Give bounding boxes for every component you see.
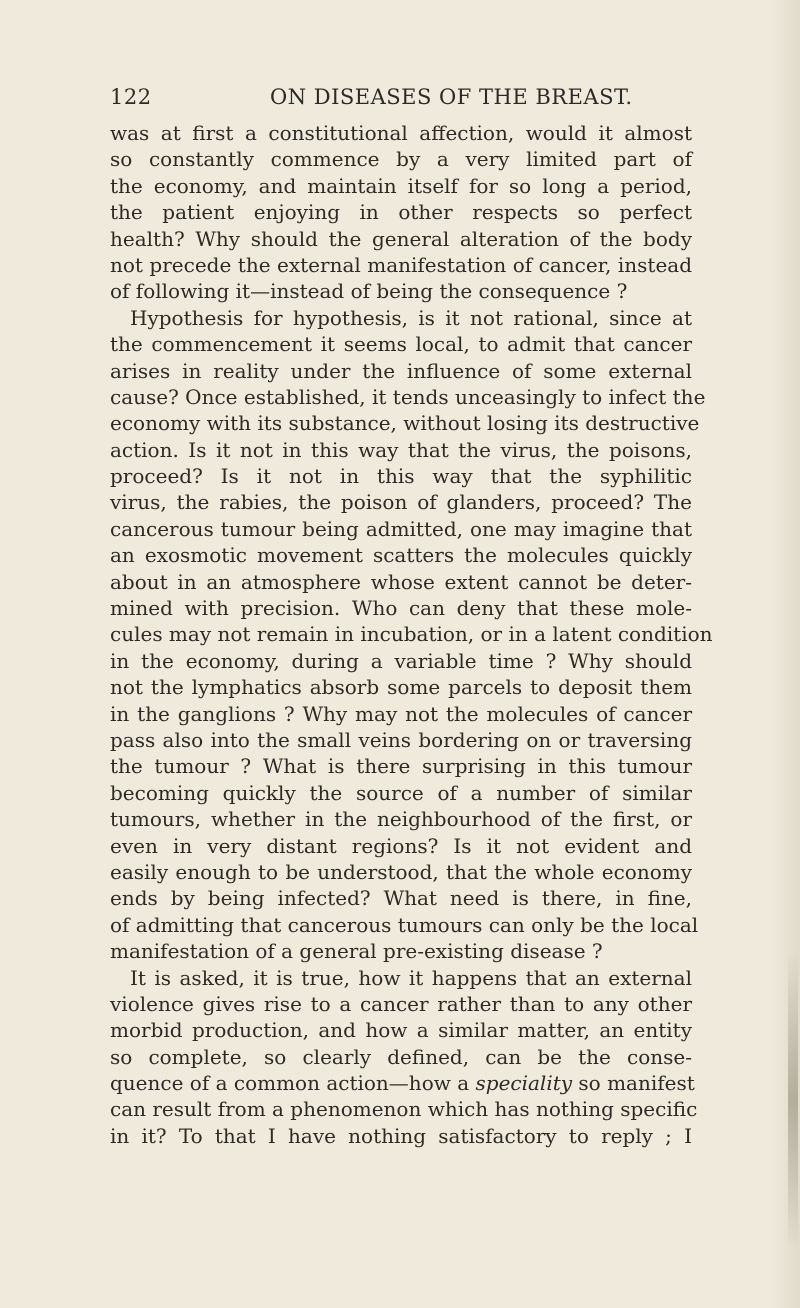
text-line: becoming quickly the source of a number of similar (110, 780, 692, 805)
text-line: morbid production, and how a similar matter, an entity (110, 1018, 692, 1043)
text-line: proceed? Is it not in this way that the syphilitic (110, 464, 692, 489)
text-line: tumours, whether in the neighbourhood of the first, or (110, 807, 692, 832)
paragraph-start-line: Hypothesis for hypothesis, is it not rational, since at (130, 305, 692, 330)
page-edge-stain (788, 950, 798, 1250)
page-header (110, 85, 690, 115)
running-head: ON DISEASES OF THE BREAST. (270, 85, 633, 109)
text-line: an exosmotic movement scatters the molecules quickly (110, 543, 692, 568)
text-line: so complete, so clearly defined, can be the conse- (110, 1044, 692, 1069)
text-line: the economy, and maintain itself for so long a period, (110, 173, 692, 198)
text-line: the commencement it seems local, to admit that cancer (110, 332, 692, 357)
text-line: of following it—instead of being the consequence ? (110, 279, 628, 304)
text-line: so constantly commence by a very limited part of (110, 147, 692, 172)
text-line: virus, the rabies, the poison of glanders, proceed? The (110, 490, 692, 515)
page-number: 122 (110, 85, 152, 109)
text-line: violence gives rise to a cancer rather than to any other (110, 991, 692, 1016)
text-line: in the economy, during a variable time ? Why should (110, 648, 692, 673)
text-line: arises in reality under the influence of some external (110, 358, 692, 383)
text-segment: quence of a common action—how a (110, 1071, 476, 1096)
text-line: in it? To that I have nothing satisfactory to reply ; I (110, 1123, 692, 1148)
paragraph-start-line: It is asked, it is true, how it happens that an external (130, 965, 692, 990)
text-line: even in very distant regions? Is it not evident and (110, 833, 692, 858)
text-line: the patient enjoying in other respects so perfect (110, 200, 692, 225)
text-line: ends by being infected? What need is there, in fine, (110, 886, 692, 911)
text-line: health? Why should the general alteration of the body (110, 226, 692, 251)
text-line: of admitting that cancerous tumours can only be the local (110, 912, 699, 937)
text-line-with-italic (110, 1070, 695, 1096)
text-line: about in an atmosphere whose extent cannot be deter- (110, 569, 692, 594)
text-line: cause? Once established, it tends unceasingly to infect the (110, 384, 706, 409)
text-line: mined with precision. Who can deny that these mole- (110, 596, 692, 621)
text-line: manifestation of a general pre-existing disease ? (110, 939, 603, 964)
text-line: in the ganglions ? Why may not the molecules of cancer (110, 701, 692, 726)
text-line: not the lymphatics absorb some parcels to deposit them (110, 675, 692, 700)
text-line: cancerous tumour being admitted, one may imagine that (110, 516, 692, 541)
text-line: economy with its substance, without losing its destructive (110, 411, 700, 436)
text-line: cules may not remain in incubation, or in a latent condition (110, 622, 713, 647)
text-line: pass also into the small veins bordering on or traversing (110, 727, 692, 752)
text-line: action. Is it not in this way that the virus, the poisons, (110, 437, 692, 462)
text-line: easily enough to be understood, that the whole economy (110, 859, 692, 884)
italic-word: speciality (475, 1071, 573, 1096)
body-text (110, 120, 713, 1149)
text-line: was at first a constitutional affection, would it almost (110, 121, 692, 145)
text-line: can result from a phenomenon which has nothing specific (110, 1097, 698, 1122)
text-segment: so manifest (572, 1071, 695, 1096)
text-line: the tumour ? What is there surprising in this tumour (110, 754, 692, 779)
text-line: not precede the external manifestation of cancer, instead (110, 252, 692, 277)
